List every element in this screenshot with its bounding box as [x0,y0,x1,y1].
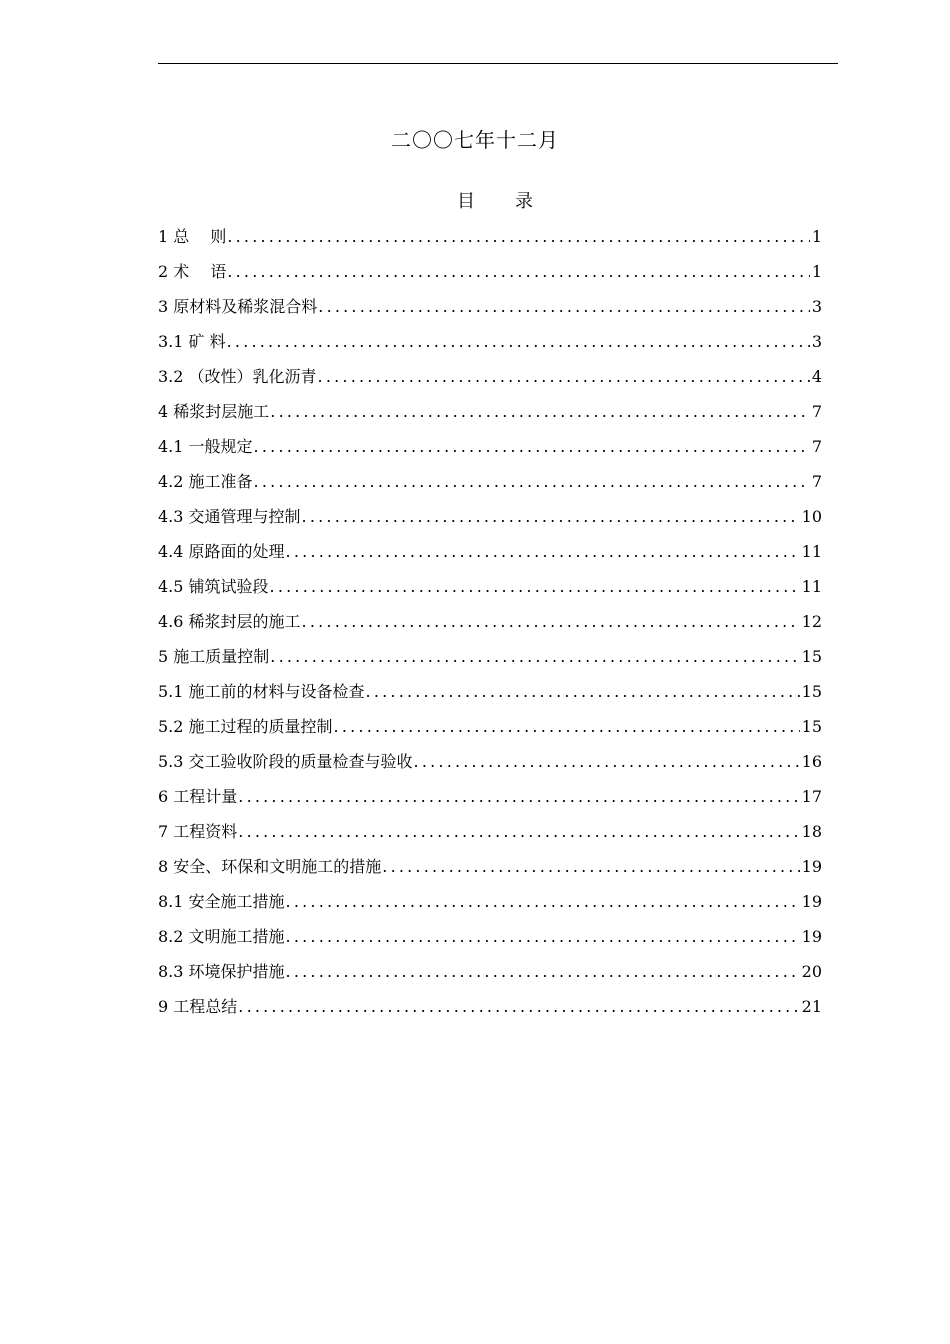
toc-entry-page-number: 12 [801,612,822,631]
toc-entry[interactable] [158,534,822,569]
toc-entry-label: 4.3 交通管理与控制 [158,507,301,526]
toc-entry-page-number: 17 [801,787,822,806]
toc-dot-leader [254,429,810,464]
toc-dot-leader [302,499,800,534]
toc-entry-page-number: 21 [801,997,822,1016]
toc-dot-leader [286,954,800,989]
toc-entry[interactable] [158,394,822,429]
toc-entry-label: 5.3 交工验收阶段的质量检查与验收 [158,752,413,771]
toc-entry-label: 4.6 稀浆封层的施工 [158,612,301,631]
table-of-contents [158,219,822,1024]
toc-entry[interactable] [158,849,822,884]
toc-entry[interactable] [158,779,822,814]
toc-dot-leader [286,534,800,569]
toc-entry-label: 3.2 （改性）乳化沥青 [158,367,317,386]
toc-dot-leader [286,919,800,954]
toc-entry-page-number: 3 [811,297,822,316]
toc-entry[interactable] [158,289,822,324]
toc-entry-page-number: 7 [811,472,822,491]
toc-entry-page-number: 7 [811,402,822,421]
toc-entry[interactable] [158,429,822,464]
toc-entry-label: 9 工程总结 [158,997,238,1016]
toc-dot-leader [227,254,809,289]
toc-entry-label: 8.1 安全施工措施 [158,892,285,911]
toc-dot-leader [238,989,799,1024]
toc-entry-page-number: 18 [801,822,822,841]
toc-entry-page-number: 15 [801,717,822,736]
toc-entry-page-number: 7 [811,437,822,456]
toc-entry-label: 4 稀浆封层施工 [158,402,270,421]
toc-entry-label: 3 原材料及稀浆混合料 [158,297,318,316]
toc-entry-page-number: 19 [801,892,822,911]
toc-entry-label: 1 总 则 [158,227,227,246]
toc-entry[interactable] [158,989,822,1024]
toc-entry-label: 4.1 一般规定 [158,437,253,456]
toc-entry[interactable] [158,324,822,359]
toc-dot-leader [318,289,810,324]
toc-entry[interactable] [158,499,822,534]
toc-entry-page-number: 11 [801,542,822,561]
toc-dot-leader [414,744,800,779]
toc-entry-label: 7 工程资料 [158,822,238,841]
toc-entry-page-number: 15 [801,647,822,666]
toc-entry-label: 2 术 语 [158,262,227,281]
toc-entry-page-number: 11 [801,577,822,596]
toc-entry-page-number: 1 [811,262,822,281]
toc-entry-page-number: 19 [801,927,822,946]
toc-dot-leader [286,884,800,919]
toc-dot-leader [382,849,799,884]
toc-entry[interactable] [158,464,822,499]
toc-entry-page-number: 20 [801,962,822,981]
toc-dot-leader [270,639,799,674]
toc-title-right: 录 [515,191,533,212]
toc-entry[interactable] [158,709,822,744]
toc-entry[interactable] [158,954,822,989]
toc-entry[interactable] [158,674,822,709]
toc-entry-label: 3.1 矿 料 [158,332,226,351]
toc-entry-label: 4.4 原路面的处理 [158,542,285,561]
toc-entry[interactable] [158,359,822,394]
toc-entry-label: 8.3 环境保护措施 [158,962,285,981]
toc-entry-label: 6 工程计量 [158,787,238,806]
toc-entry[interactable] [158,744,822,779]
toc-dot-leader [238,814,799,849]
toc-dot-leader [366,674,800,709]
toc-entry-page-number: 1 [811,227,822,246]
toc-entry-page-number: 19 [801,857,822,876]
toc-entry-label: 8.2 文明施工措施 [158,927,285,946]
toc-entry[interactable] [158,884,822,919]
toc-entry-label: 4.2 施工准备 [158,472,253,491]
toc-dot-leader [302,604,800,639]
toc-entry-label: 5.2 施工过程的质量控制 [158,717,333,736]
toc-entry-label: 8 安全、环保和文明施工的措施 [158,857,382,876]
document-date: 二〇〇七年十二月 [391,128,559,152]
toc-dot-leader [270,569,800,604]
toc-dot-leader [227,324,810,359]
toc-entry[interactable] [158,919,822,954]
toc-entry-page-number: 10 [801,507,822,526]
toc-entry[interactable] [158,604,822,639]
toc-entry-label: 5.1 施工前的材料与设备检查 [158,682,365,701]
toc-entry[interactable] [158,219,822,254]
toc-dot-leader [270,394,810,429]
toc-dot-leader [318,359,810,394]
header-rule [158,63,838,64]
toc-entry[interactable] [158,569,822,604]
toc-entry-label: 5 施工质量控制 [158,647,270,666]
toc-entry[interactable] [158,254,822,289]
toc-dot-leader [227,219,809,254]
toc-entry-page-number: 16 [801,752,822,771]
toc-entry-page-number: 15 [801,682,822,701]
toc-entry[interactable] [158,814,822,849]
toc-dot-leader [254,464,810,499]
toc-entry-label: 4.5 铺筑试验段 [158,577,269,596]
toc-title [0,187,950,213]
toc-entry-page-number: 3 [811,332,822,351]
toc-dot-leader [334,709,800,744]
toc-dot-leader [238,779,799,814]
toc-title-left: 目 [457,191,475,212]
toc-entry[interactable] [158,639,822,674]
toc-entry-page-number: 4 [811,367,822,386]
